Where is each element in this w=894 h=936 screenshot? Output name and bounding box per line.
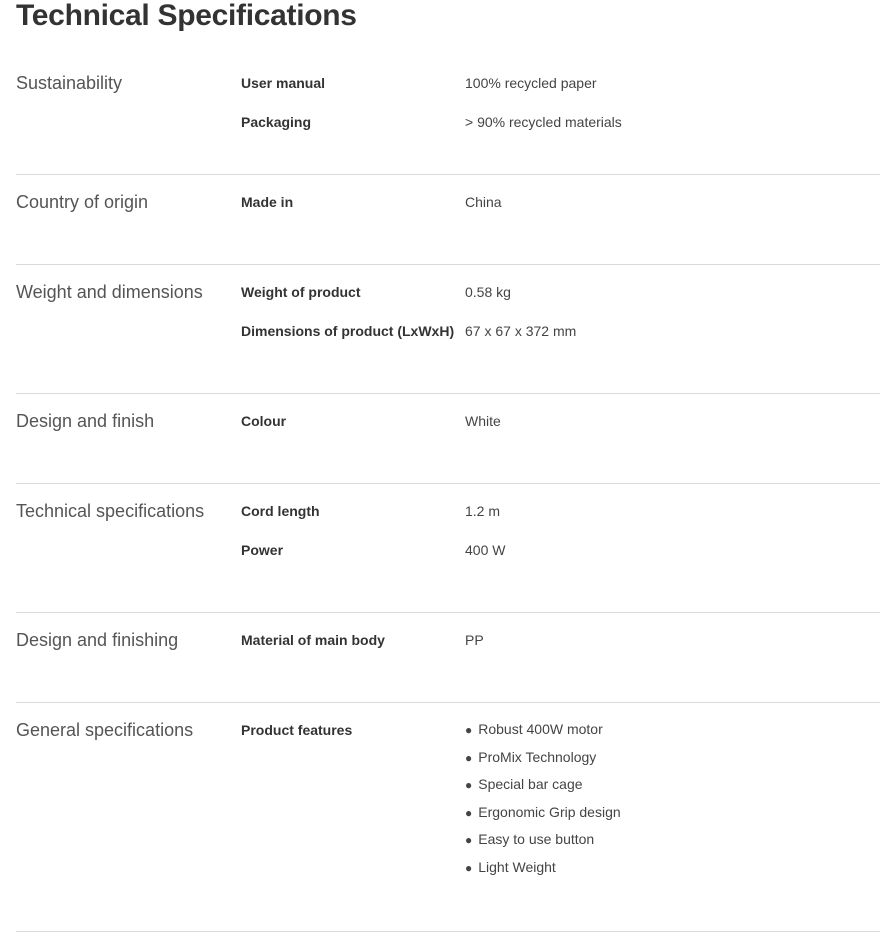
spec-rows [241,716,880,903]
bullet-icon: ● [465,778,473,792]
specifications-table [16,56,880,932]
spec-rows [241,69,880,146]
spec-value: 67 x 67 x 372 mm [465,323,577,339]
list-item [465,854,621,882]
spec-rows [241,278,880,365]
section-title: Technical specifications [16,501,205,521]
section-title: Sustainability [16,73,123,93]
spec-row [241,536,880,575]
section-title: Design and finish [16,411,155,431]
spec-label: User manual [241,75,326,91]
spec-row [241,188,880,227]
spec-section-sustainability [16,56,880,175]
spec-label: Power [241,542,284,558]
spec-section-design-and-finishing [16,613,880,703]
bullet-icon: ● [465,805,473,820]
feature-text: Ergonomic Grip design [478,803,621,820]
spec-value: PP [465,632,484,648]
spec-label: Cord length [241,503,320,519]
spec-label: Weight of product [241,284,361,300]
list-item [465,771,621,799]
list-item [465,799,621,827]
spec-rows [241,407,880,455]
spec-rows [241,188,880,236]
spec-label: Packaging [241,114,312,130]
spec-row [241,626,880,665]
product-features-list [465,716,621,881]
spec-value: > 90% recycled materials [465,114,622,130]
feature-text: Easy to use button [478,831,595,847]
page-title: Technical Specifications [16,0,357,32]
section-title: Country of origin [16,192,149,212]
spec-value: 1.2 m [465,503,501,519]
feature-text: ProMix Technology [478,748,597,765]
spec-row [241,407,880,446]
spec-section-country-of-origin [16,175,880,265]
spec-row [241,497,880,536]
bullet-icon: ● [465,860,473,875]
spec-value: 0.58 kg [465,284,511,300]
spec-row [241,69,880,108]
spec-value: 100% recycled paper [465,75,597,91]
list-item [465,716,621,744]
spec-row [241,317,880,356]
feature-text: Light Weight [478,858,556,875]
spec-label: Colour [241,413,287,429]
spec-label: Dimensions of product (LxWxH) [241,323,455,339]
spec-section-weight-and-dimensions [16,265,880,394]
spec-row [241,278,880,317]
feature-text: Robust 400W motor [478,721,603,737]
spec-section-design-and-finish [16,394,880,484]
bullet-icon: ● [465,750,473,765]
section-title: General specifications [16,720,194,740]
spec-value [465,716,621,881]
spec-value: White [465,413,501,429]
list-item [465,744,621,772]
spec-value: 400 W [465,542,506,558]
spec-row [241,108,880,147]
section-title: Weight and dimensions [16,282,203,302]
list-item [465,826,621,854]
spec-value: China [465,194,502,210]
bullet-icon: ● [465,833,473,847]
spec-row [241,716,880,881]
feature-text: Special bar cage [478,776,583,792]
spec-section-general-specifications [16,703,880,932]
spec-section-technical-specifications [16,484,880,613]
spec-label: Made in [241,194,294,210]
spec-rows [241,497,880,584]
spec-rows [241,626,880,674]
spec-label: Product features [241,722,353,738]
section-title: Design and finishing [16,630,179,650]
bullet-icon: ● [465,723,473,737]
spec-label: Material of main body [241,632,385,648]
